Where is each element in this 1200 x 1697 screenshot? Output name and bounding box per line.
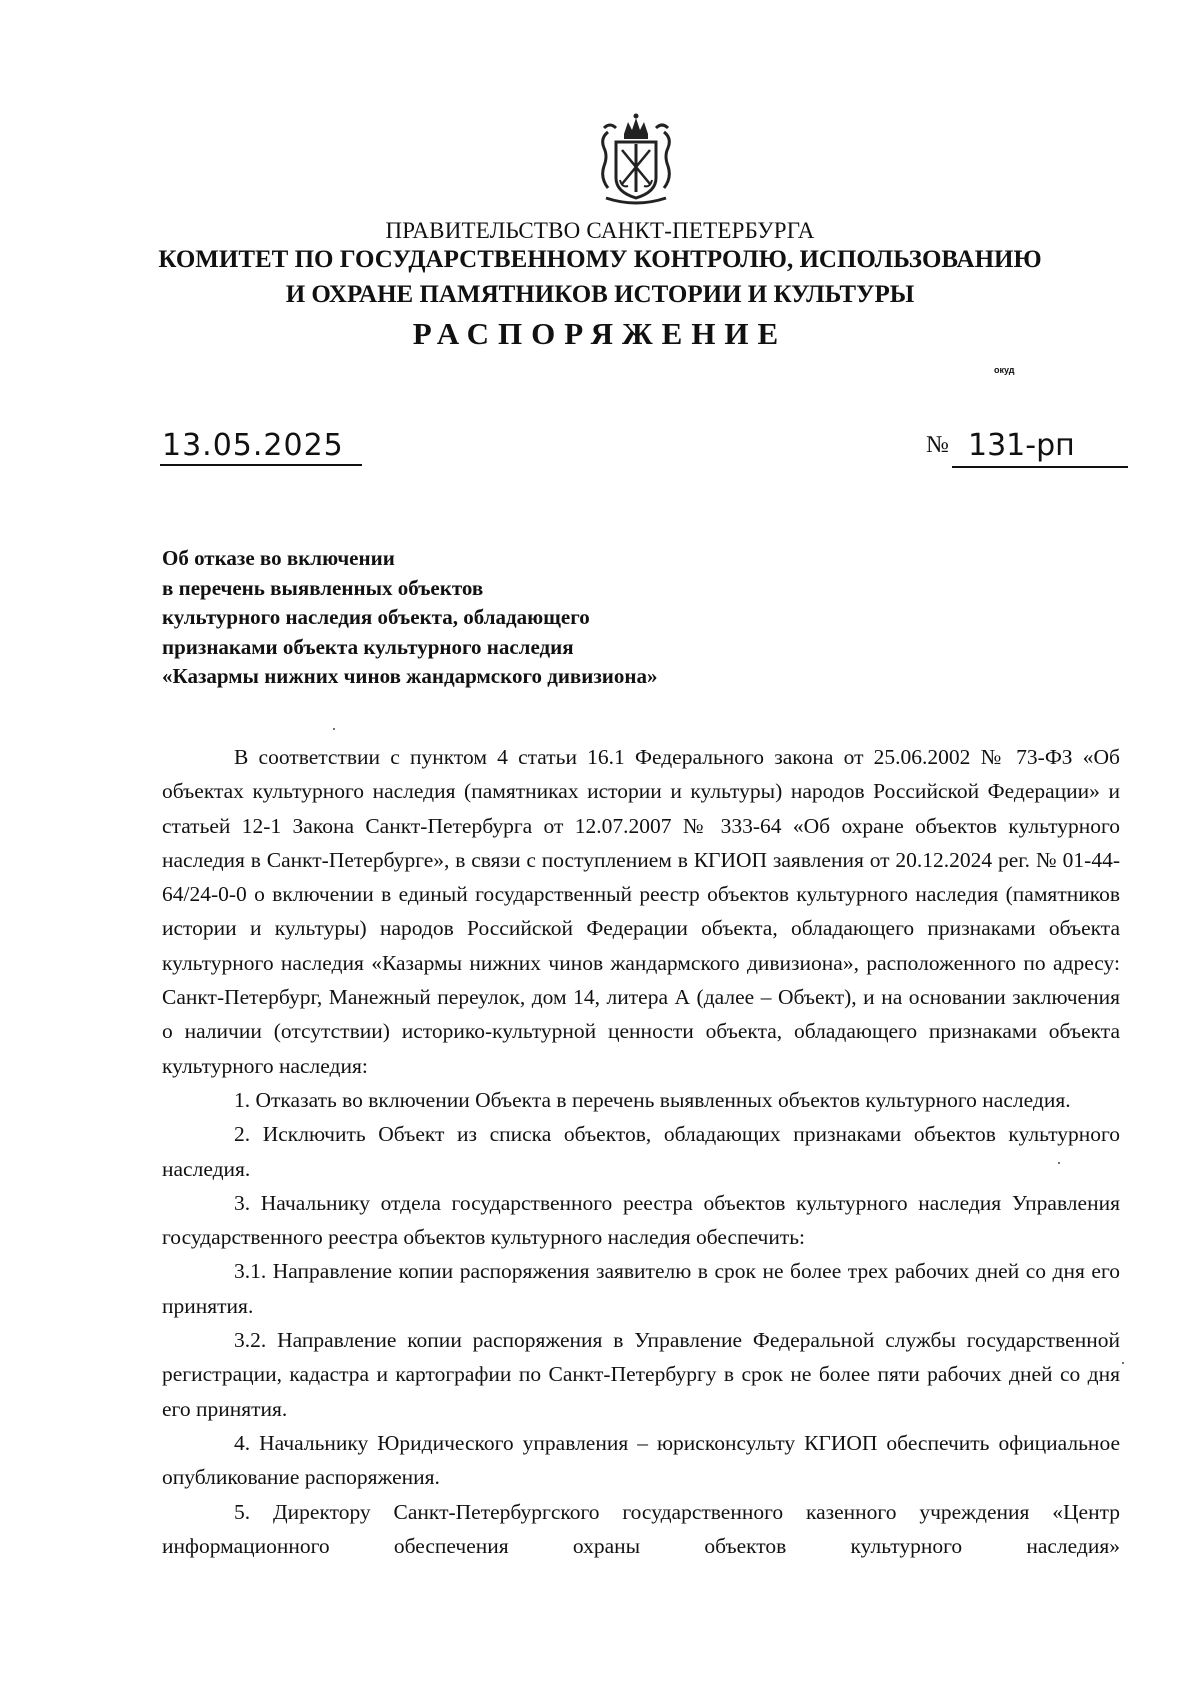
clause-paragraph: 1. Отказать во включении Объекта в перечень выявленных объектов культурного наследия.	[234, 1087, 1071, 1112]
number-sign: №	[926, 432, 949, 458]
clause-paragraph: 2. Исключить Объект из списка объектов, обладающих признаками объектов культурного наследия.	[162, 1122, 1120, 1181]
subject-line: Об отказе во включении	[162, 546, 395, 570]
clause-paragraph: 3.2. Направление копии распоряжения в Управление Федеральной службы государственной регистрации, кадастра и картографии по Санкт-Петербургу в срок не более пяти рабочих дней со дня его принятия.	[162, 1328, 1120, 1421]
scan-speck	[1122, 1362, 1124, 1364]
subject-line: культурного наследия объекта, обладающего	[162, 605, 590, 629]
clause-paragraph: 4. Начальнику Юридического управления – юрисконсульту КГИОП обеспечить официальное опубликование распоряжения.	[162, 1430, 1120, 1490]
committee-name-line-1: КОМИТЕТ ПО ГОСУДАРСТВЕННОМУ КОНТРОЛЮ, ИСПОЛЬЗОВАНИЮ	[158, 246, 1042, 273]
clause-paragraph: 5. Директору Санкт-Петербургского государственного казенного учреждения «Центр информационного обеспечения охраны объектов культурного наследия»	[162, 1499, 1120, 1558]
committee-name-line-2: И ОХРАНЕ ПАМЯТНИКОВ ИСТОРИИ И КУЛЬТУРЫ	[285, 281, 915, 308]
clause-paragraph: 3. Начальнику отдела государственного реестра объектов культурного наследия Управления государственного реестра объектов культурного наследия обеспечить:	[162, 1190, 1120, 1250]
document-subject	[162, 544, 812, 692]
scan-speck	[333, 728, 335, 730]
subject-line: в перечень выявленных объектов	[162, 575, 484, 600]
subject-line: признаками объекта культурного наследия	[162, 634, 574, 659]
document-type-heading: РАСПОРЯЖЕНИЕ	[412, 316, 788, 351]
number-underline	[952, 428, 1128, 468]
document-body	[162, 740, 1120, 1563]
document-date: 13.05.2025	[160, 428, 362, 466]
document-number: 131-рп	[968, 428, 1075, 463]
okud-label: окуд	[994, 365, 1015, 375]
clause-paragraph: 3.1. Направление копии распоряжения заявителю в срок не более трех рабочих дней со дня его принятия.	[162, 1259, 1120, 1318]
st-petersburg-coat-of-arms-icon	[594, 112, 678, 208]
preamble-paragraph: В соответствии с пунктом 4 статьи 16.1 Федерального закона от 25.06.2002 № 73-ФЗ «Об объектах культурного наследия (памятниках истории и культуры) народов Российской Федерации» и статьей 12-1 Закона Санкт-Петербурга от 12.07.2007 № 333-64 «Об охране объектов культурного наследия в Санкт-Петербурге», в связи с поступлением в КГИОП заявления от 20.12.2024 рег. № 01-44-64/24-0-0 о включении в единый государственный реестр объектов культурного наследия (памятников истории и культуры) народов Российской Федерации объекта, обладающего признаками объекта культурного наследия «Казармы нижних чинов жандармского дивизиона», расположенного по адресу: Санкт-Петербург, Манежный переулок, дом 14, литера А (далее – Объект), и на основании заключения о наличии (отсутствии) историко-культурной ценности объекта, обладающего признаками объекта культурного наследия:	[162, 745, 1120, 1078]
subject-line: «Казармы нижних чинов жандармского дивизиона»	[162, 664, 658, 688]
government-name: ПРАВИТЕЛЬСТВО САНКТ-ПЕТЕРБУРГА	[385, 218, 815, 243]
